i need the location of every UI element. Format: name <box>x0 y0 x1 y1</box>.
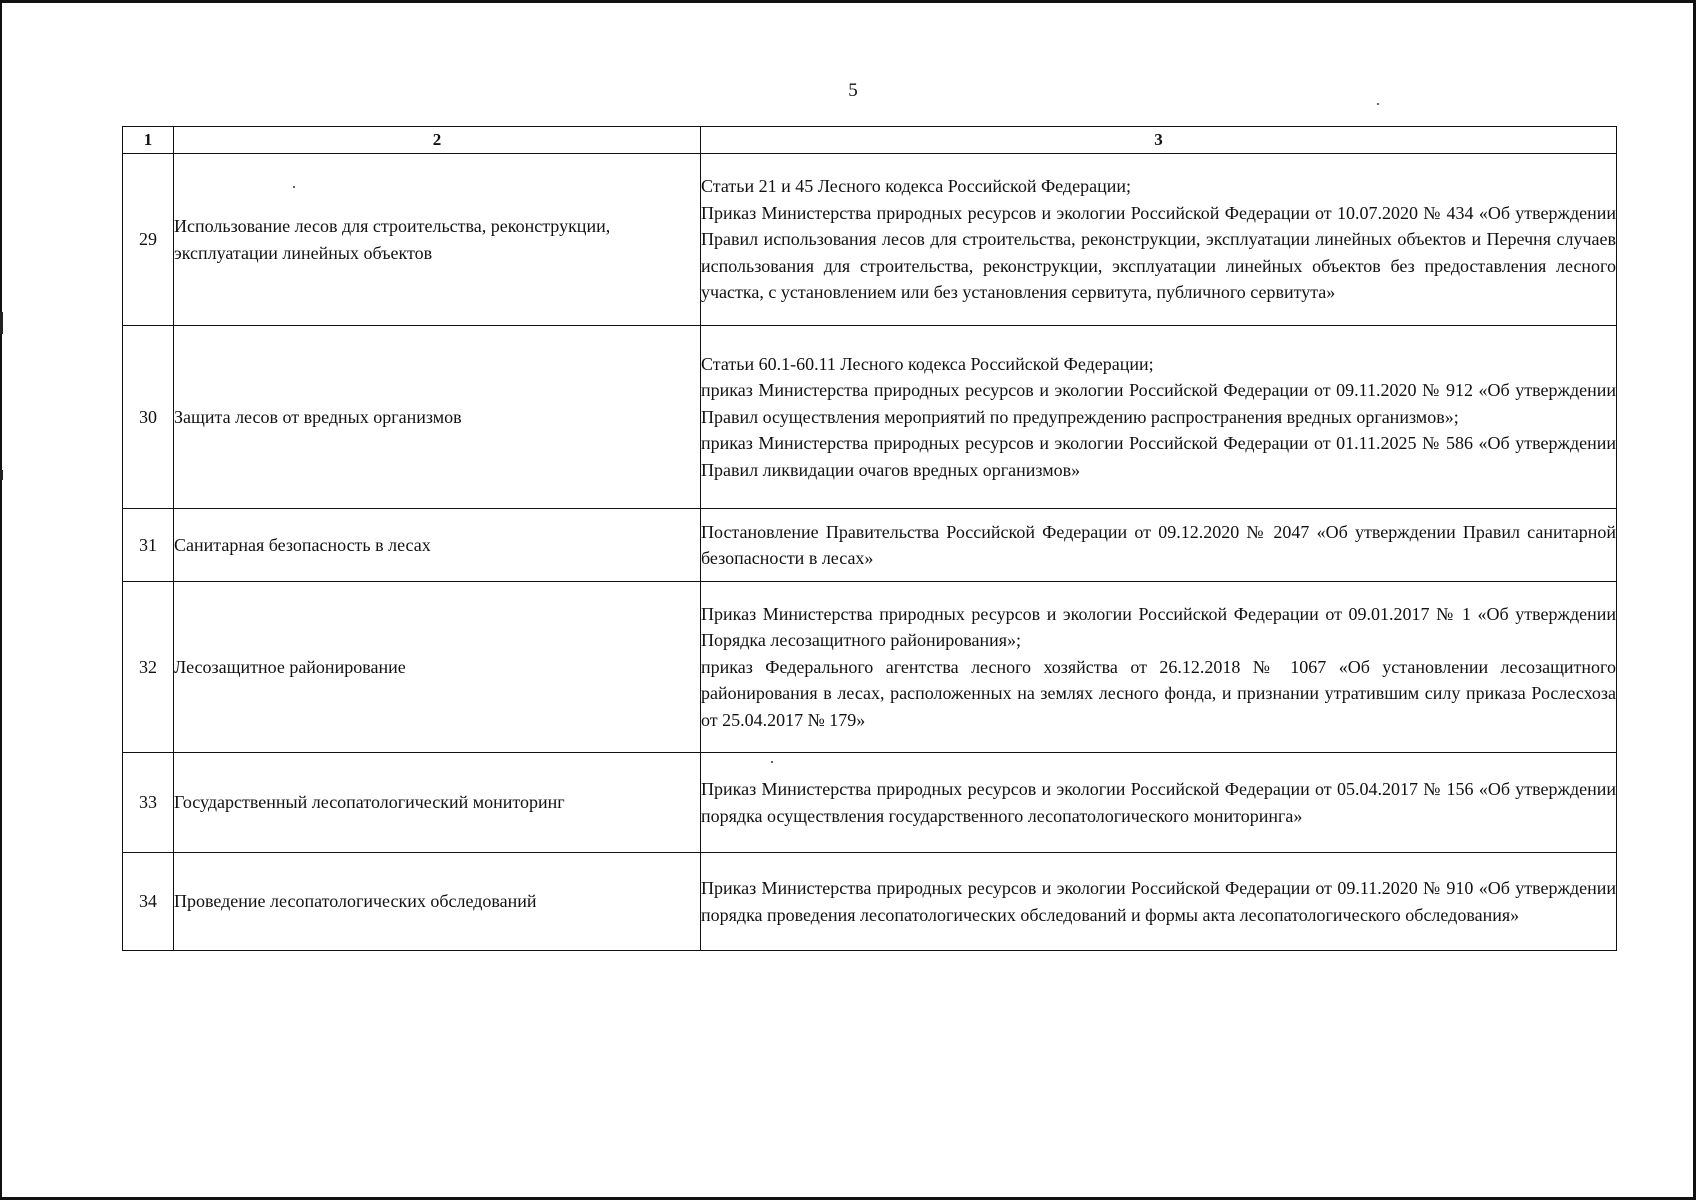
reference-text: Постановление Правительства Российской Федерации от 09.12.2020 № 2047 «Об утверждении Правил санитарной безопасности в лесах» <box>701 521 1616 568</box>
row-number: 34 <box>123 853 174 951</box>
activity-name: Защита лесов от вредных организмов <box>174 326 701 509</box>
reference-text: Приказ Министерства природных ресурсов и экологии Российской Федерации от 09.11.2020 № 910 «Об утверждении порядка проведения лесопатологических обследований и формы акта лесопатологического обследования» <box>701 878 1616 925</box>
scan-speck <box>1377 103 1379 105</box>
scan-edge-mark <box>0 470 3 480</box>
activity-name: Использование лесов для строительства, реконструкции, эксплуатации линейных объектов <box>174 154 701 326</box>
legal-references <box>701 509 1617 582</box>
table-row <box>123 154 1617 326</box>
reference-text: приказ Министерства природных ресурсов и экологии Российской Федерации от 01.11.2025 № 586 «Об утверждении Правил ликвидации очагов вредных организмов» <box>701 433 1616 480</box>
activity-name: Санитарная безопасность в лесах <box>174 509 701 582</box>
column-header: 3 <box>701 127 1617 154</box>
row-number: 30 <box>123 326 174 509</box>
table-row <box>123 853 1617 951</box>
row-number: 32 <box>123 582 174 753</box>
column-header: 1 <box>123 127 174 154</box>
reference-text: Приказ Министерства природных ресурсов и экологии Российской Федерации от 09.01.2017 № 1 «Об утверждении Порядка лесозащитного районирования»; <box>701 603 1616 651</box>
reference-text: приказ Федерального агентства лесного хозяйства от 26.12.2018 № 1067 «Об установлении лесозащитного районирования в лесах, расположенных на землях лесного фонда, и признании утратившим силу приказа Рослесхоза от 25.04.2017 № 179» <box>701 656 1616 730</box>
legal-references <box>701 853 1617 951</box>
legislation-table <box>122 126 1617 951</box>
reference-text: Приказ Министерства природных ресурсов и экологии Российской Федерации от 10.07.2020 № 434 «Об утверждении Правил использования лесов для строительства, реконструкции, эксплуатации линейных объектов и Перечня случаев использования для строительства, реконструкции, эксплуатации линейных объектов без предоставления лесного участка, с установлением или без установления сервитута, публичного сервитута» <box>701 202 1616 303</box>
activity-name: Государственный лесопатологический мониторинг <box>174 753 701 853</box>
table-row <box>123 582 1617 753</box>
table-row <box>123 326 1617 509</box>
activity-name: Лесозащитное районирование <box>174 582 701 753</box>
table-header-row <box>123 127 1617 154</box>
page-number: 5 <box>848 80 858 101</box>
activity-name: Проведение лесопатологических обследований <box>174 853 701 951</box>
legal-references <box>701 326 1617 509</box>
column-header: 2 <box>174 127 701 154</box>
table-row <box>123 509 1617 582</box>
reference-text: Приказ Министерства природных ресурсов и экологии Российской Федерации от 05.04.2017 № 156 «Об утверждении порядка осуществления государственного лесопатологического мониторинга» <box>701 779 1616 826</box>
legal-references <box>701 154 1617 326</box>
row-number: 31 <box>123 509 174 582</box>
scan-edge-mark <box>0 312 3 334</box>
reference-text: Статьи 21 и 45 Лесного кодекса Российской Федерации; <box>701 176 1131 197</box>
row-number: 33 <box>123 753 174 853</box>
reference-text: приказ Министерства природных ресурсов и экологии Российской Федерации от 09.11.2020 № 912 «Об утверждении Правил осуществления мероприятий по предупреждению распространения вредных организмов»; <box>701 380 1616 427</box>
reference-text: Статьи 60.1-60.11 Лесного кодекса Российской Федерации; <box>701 353 1154 374</box>
row-number: 29 <box>123 154 174 326</box>
table-row <box>123 753 1617 853</box>
legal-references <box>701 582 1617 753</box>
legal-references <box>701 753 1617 853</box>
